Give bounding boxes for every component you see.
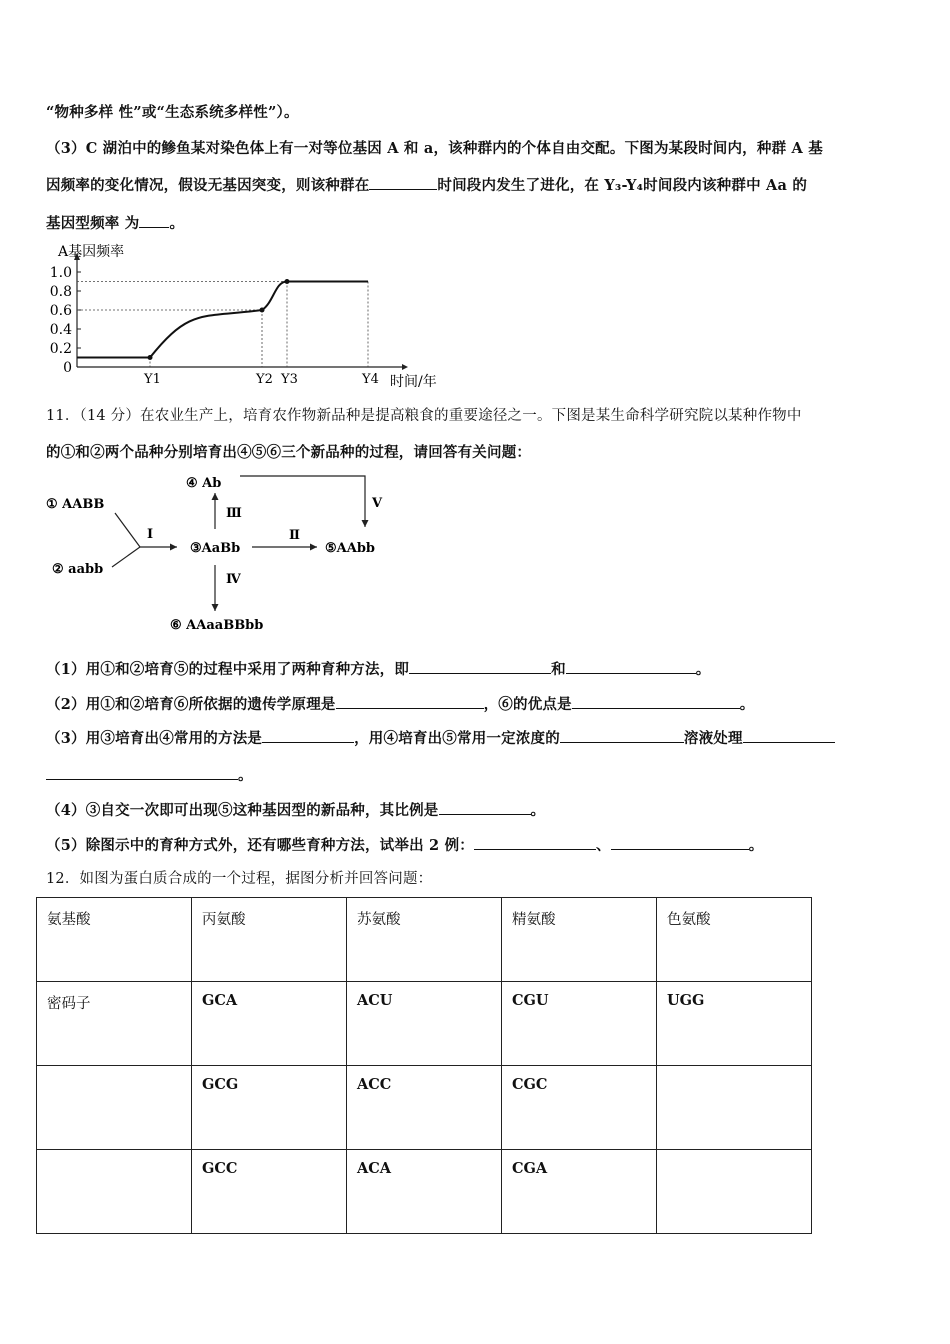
table-cell: 氨基酸	[37, 898, 192, 982]
text: 和	[551, 661, 566, 678]
x-tick-label: Y1	[144, 372, 161, 387]
data-point	[148, 355, 153, 360]
table-cell: 色氨酸	[657, 898, 812, 982]
x-axis-arrow	[402, 364, 408, 370]
text: 。	[748, 837, 764, 854]
gene-frequency-chart	[40, 240, 460, 400]
text: 基因型频率 为	[46, 215, 140, 232]
table-row	[37, 1150, 812, 1234]
answer-blank[interactable]	[336, 694, 484, 709]
q11-line1: 11．（14 分）在农业生产上，培育农作物新品种是提高粮食的重要途径之一。下图是某生命科学研究院以某种作物中	[46, 408, 802, 424]
answer-blank[interactable]	[369, 175, 437, 190]
text: 。	[530, 802, 546, 819]
data-point	[260, 308, 265, 313]
q11-sub3	[46, 727, 835, 748]
x-tick-label: Y3	[281, 372, 298, 387]
answer-blank[interactable]	[743, 728, 835, 743]
text: （5）除图示中的育种方式外，还有哪些育种方法，试举出 2 例：	[46, 837, 474, 854]
step-V: Ⅴ	[372, 496, 383, 511]
table-cell: ACC	[347, 1066, 502, 1150]
x-axis-label: 时间/年	[390, 374, 437, 390]
y-axis-label: A基因频率	[58, 244, 125, 260]
text: （3）用③培育出④常用的方法是	[46, 730, 263, 747]
table-row	[37, 898, 812, 982]
text: 。	[238, 767, 253, 784]
q11-sub5	[46, 834, 763, 855]
x-tick-label: Y4	[362, 372, 379, 387]
table-cell: GCA	[192, 982, 347, 1066]
arrow-V	[240, 476, 365, 527]
node-1: ① AABB	[46, 497, 105, 512]
q11-sub1	[46, 658, 711, 679]
node-5: ⑤AAbb	[325, 541, 376, 556]
answer-blank[interactable]	[439, 800, 531, 815]
y-tick-label: 1.0	[49, 265, 72, 281]
answer-blank[interactable]	[262, 728, 354, 743]
step-I: Ⅰ	[147, 527, 154, 542]
y-tick-label: 0.2	[49, 341, 72, 357]
y-tick-label: 0.6	[49, 303, 72, 319]
answer-blank[interactable]	[566, 659, 696, 674]
y-tick-label: 0.4	[49, 322, 72, 338]
table-cell: UGG	[657, 982, 812, 1066]
answer-blank[interactable]	[572, 694, 740, 709]
node-2: ② aabb	[52, 562, 104, 577]
y-tick-label: 0	[63, 360, 72, 376]
text: （1）用①和②培育⑤的过程中采用了两种育种方法，即	[46, 661, 410, 678]
text: 溶液处理	[683, 730, 743, 747]
q10-line1: “物种多样 性”或“生态系统多样性”）。	[46, 104, 299, 121]
q11-sub3-cont	[46, 764, 253, 785]
q11-sub2	[46, 693, 755, 714]
q10-line3	[46, 174, 807, 195]
text: ，⑥的优点是	[483, 696, 572, 713]
table-cell: 丙氨酸	[192, 898, 347, 982]
table-cell	[37, 1150, 192, 1234]
step-II: Ⅱ	[289, 528, 300, 543]
table-cell	[657, 1066, 812, 1150]
answer-blank[interactable]	[611, 835, 749, 850]
table-cell: CGC	[502, 1066, 657, 1150]
answer-blank[interactable]	[474, 835, 596, 850]
table-cell: 密码子	[37, 982, 192, 1066]
node-3: ③AaBb	[190, 541, 241, 556]
q10-line2: （3）C 湖泊中的鲹鱼某对染色体上有一对等位基因 A 和 a，该种群内的个体自由交配。下图为某段时间内，种群 A 基	[46, 140, 823, 157]
table-cell: GCG	[192, 1066, 347, 1150]
table-cell: CGU	[502, 982, 657, 1066]
x-tick-label: Y2	[256, 372, 273, 387]
text: 、	[595, 837, 611, 854]
table-cell: ACU	[347, 982, 502, 1066]
y-tick-label: 0.8	[49, 284, 72, 300]
text: ，用④培育出⑤常用一定浓度的	[354, 730, 560, 747]
text: 。	[169, 215, 185, 232]
text: 。	[739, 696, 755, 713]
data-point	[285, 279, 290, 284]
table-cell: ACA	[347, 1150, 502, 1234]
codon-table	[36, 897, 812, 1234]
table-cell: 精氨酸	[502, 898, 657, 982]
step-III: Ⅲ	[226, 506, 242, 521]
step-IV: Ⅳ	[226, 572, 241, 587]
text: 。	[695, 661, 711, 678]
table-row	[37, 1066, 812, 1150]
table-cell: CGA	[502, 1150, 657, 1234]
node-4: ④ Ab	[186, 476, 222, 491]
q11-line2: 的①和②两个品种分别培育出④⑤⑥三个新品种的过程，请回答有关问题：	[46, 444, 532, 461]
text: 时间段内发生了进化，在 Y₃-Y₄时间段内该种群中 Aa 的	[437, 177, 808, 194]
table-cell	[657, 1150, 812, 1234]
node-6: ⑥ AAaaBBbb	[170, 618, 264, 633]
answer-blank[interactable]	[139, 213, 169, 228]
breeding-diagram	[40, 465, 400, 640]
q11-sub4	[46, 799, 545, 820]
table-cell: 苏氨酸	[347, 898, 502, 982]
text: （2）用①和②培育⑥所依据的遗传学原理是	[46, 696, 336, 713]
text: （4）③自交一次即可出现⑤这种基因型的新品种，其比例是	[46, 802, 439, 819]
text: 因频率的变化情况，假设无基因突变，则该种群在	[46, 177, 370, 194]
series-line	[77, 282, 368, 358]
answer-blank[interactable]	[560, 728, 684, 743]
q10-line4	[46, 212, 184, 233]
table-row	[37, 982, 812, 1066]
q12-title: 12．如图为蛋白质合成的一个过程，据图分析并回答问题：	[46, 871, 433, 887]
fork-line	[112, 513, 140, 567]
answer-blank[interactable]	[46, 765, 238, 780]
table-cell: GCC	[192, 1150, 347, 1234]
answer-blank[interactable]	[409, 659, 551, 674]
table-cell	[37, 1066, 192, 1150]
